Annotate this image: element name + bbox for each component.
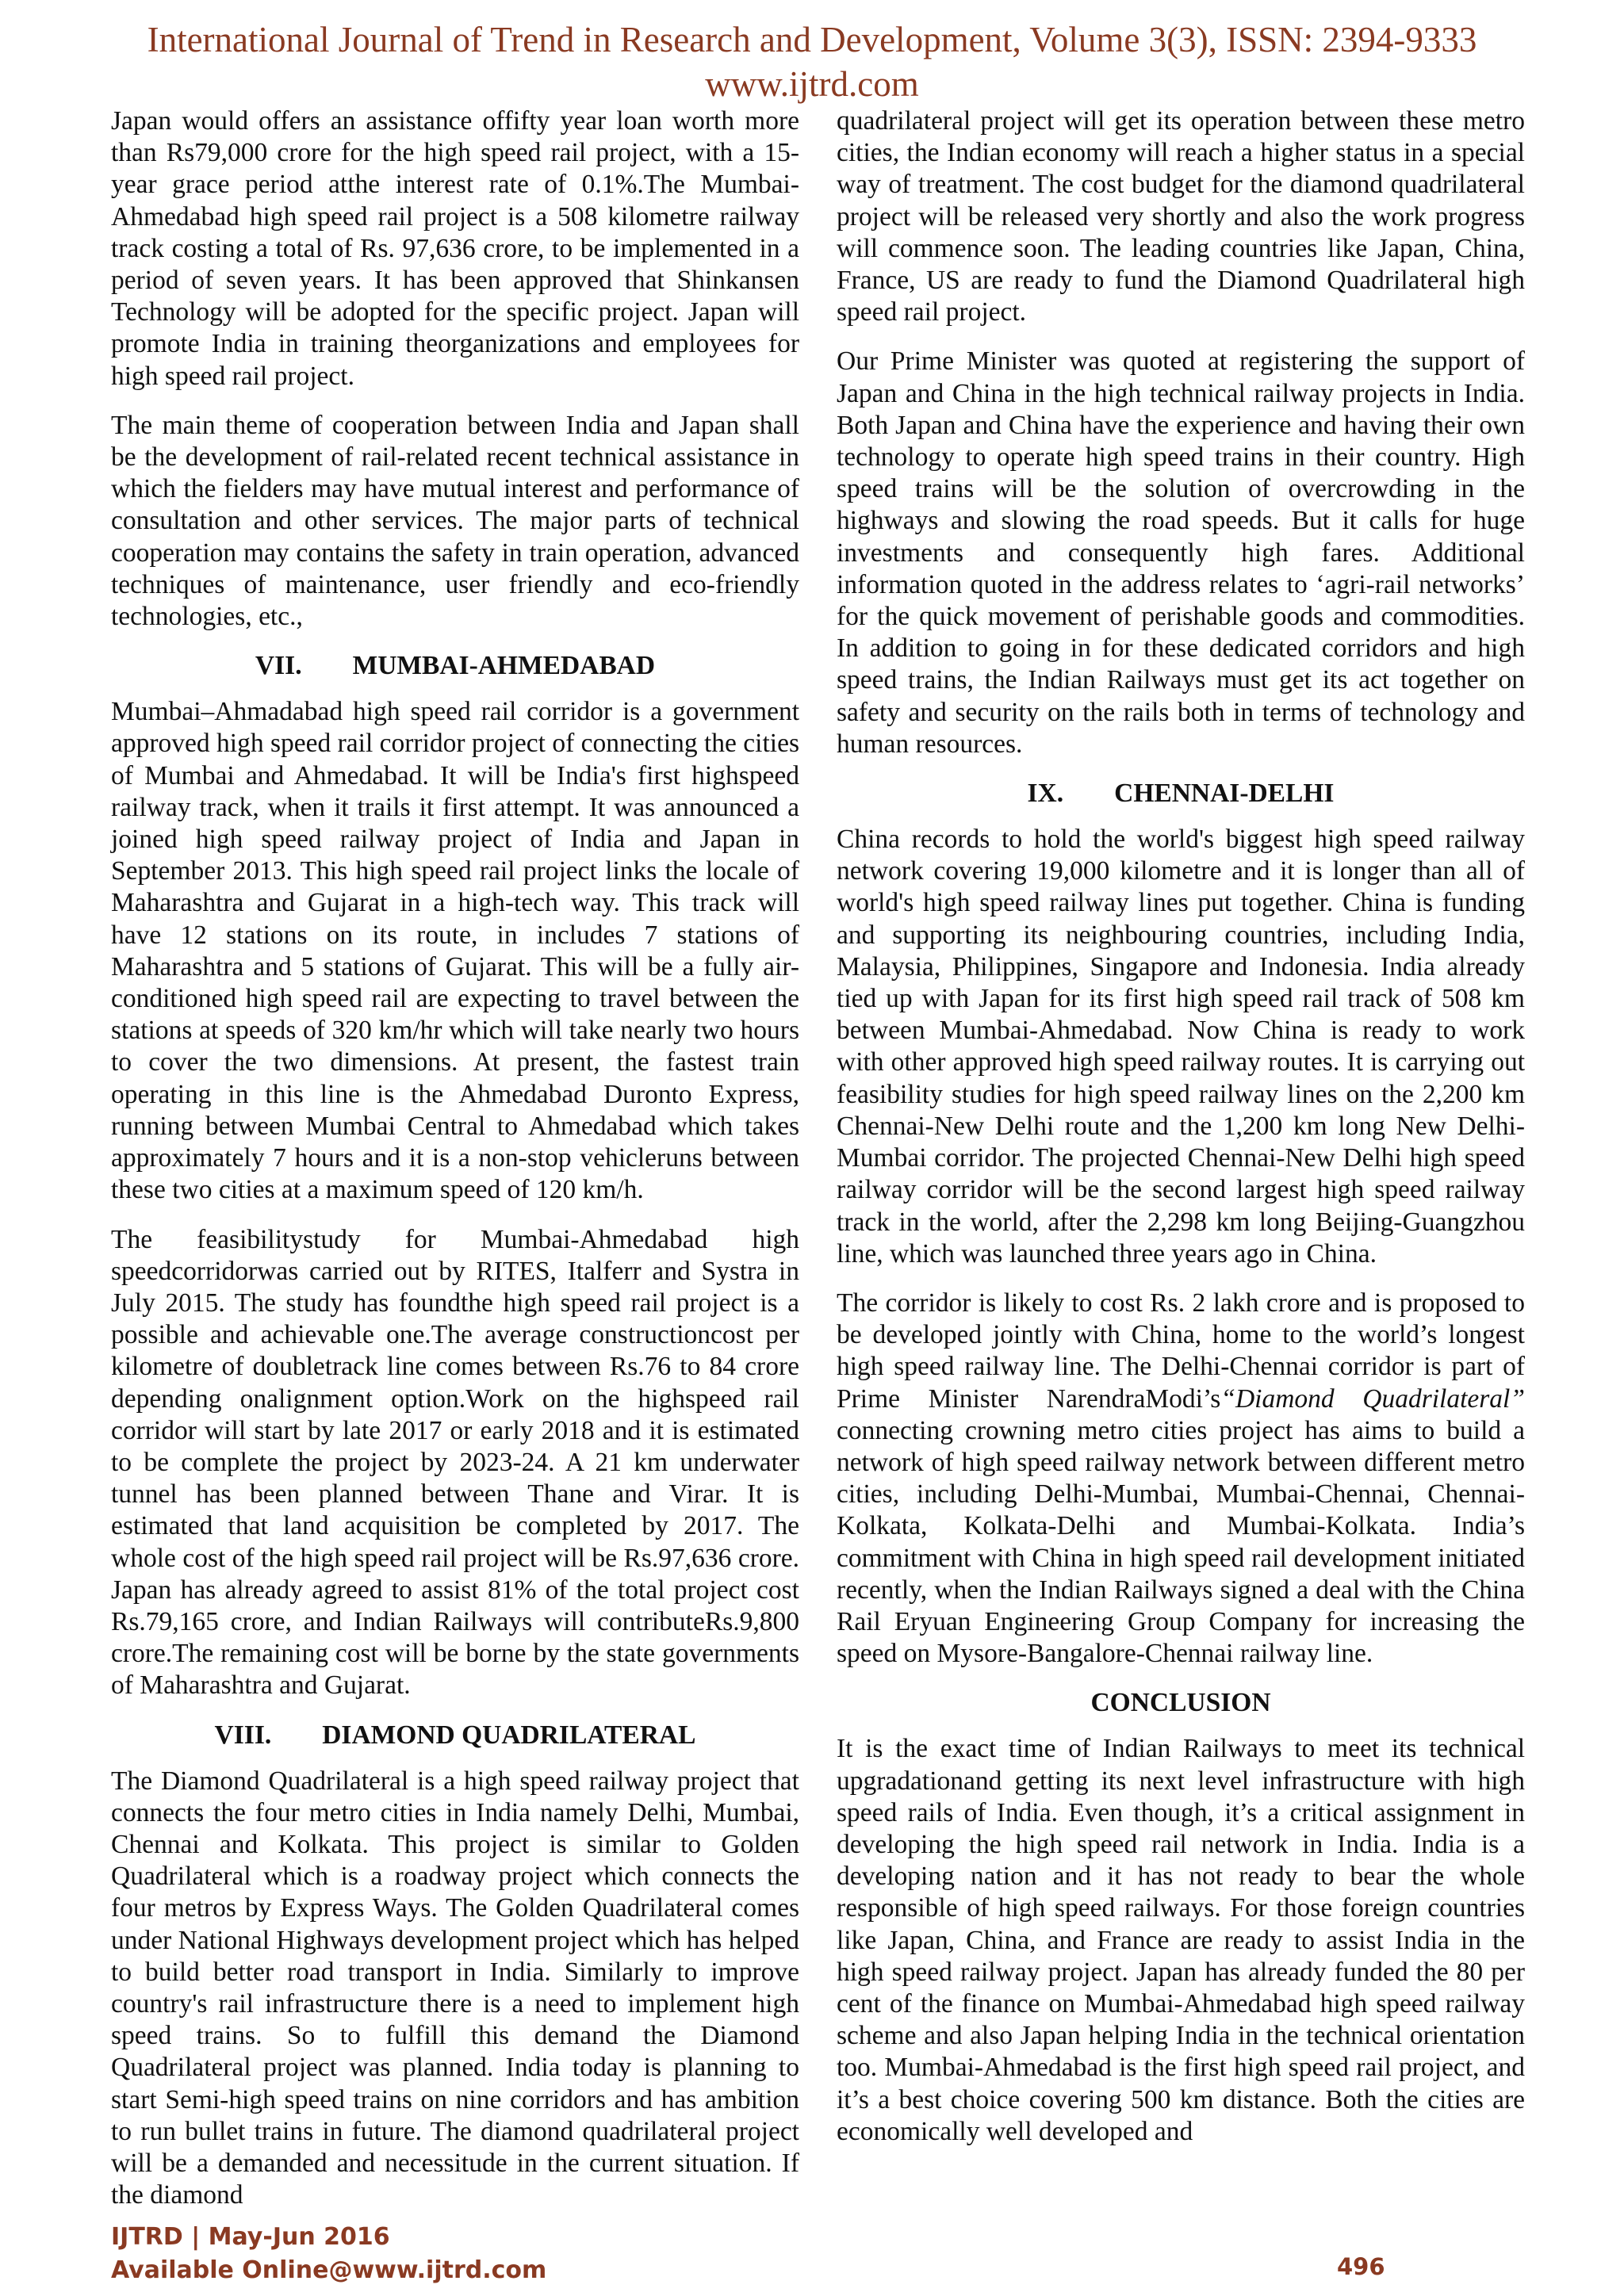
footer-online: Available Online@www.ijtrd.com	[111, 2256, 547, 2284]
paragraph: quadrilateral project will get its operation between these metro cities, the Indian economy will reach a higher status in a special way of treatment. The cost budget for the diamond quadrilateral project will be released very shortly and also the work progress will commence soon. The leading countries like Japan, China, France, US are ready to fund the Diamond Quadrilateral high speed rail project.	[837, 106, 1525, 327]
section-number: VII.	[255, 651, 302, 681]
journal-title: International Journal of Trend in Research and Development, Volume 3(3), ISSN: 2394-9333	[147, 20, 1477, 59]
italic-term: “Diamond Quadrilateral”	[1220, 1383, 1525, 1414]
paragraph-text: The corridor is likely to cost Rs. 2 lakh crore and is proposed to be developed jointly with China, home to the world’s longest high speed railway line. The Delhi-Chennai corridor is part of Prime Minister NarendraModi’s	[837, 1288, 1525, 1414]
section-number: VIII.	[214, 1720, 272, 1750]
paragraph: Mumbai–Ahmadabad high speed rail corridor is a government approved high speed rail corridor project of connecting the cities of Mumbai and Ahmedabad. It will be India's first highspeed railway track, when it trails it first attempt. It was announced a joined high speed railway project of India and Japan in September 2013. This high speed rail project links the locale of Maharashtra and Gujarat in a high-tech way. This track will have 12 stations on its route, in includes 7 stations of Maharashtra and 5 stations of Gujarat. This will be a fully air-conditioned high speed rail are expecting to travel between the stations at speeds of 320 km/hr which will take nearly two hours to cover the two dimensions. At present, the fastest train operating in this line is the Ahmedabad Duronto Express, running between Mumbai Central to Ahmedabad which takes approximately 7 hours and it is a non-stop vehicleruns between these two cities at a maximum speed of 120 km/h.	[111, 697, 799, 1205]
section-heading-chennai-delhi	[837, 778, 1525, 809]
page-footer	[111, 2221, 1396, 2287]
paragraph: Our Prime Minister was quoted at registering the support of Japan and China in the high technical railway projects in India. Both Japan and China have the experience and having their own technology to operate high speed trains in their country. High speed trains will be the solution of overcrowding in the highways and slowing the road speeds. But it calls for huge investments and consequently high fares. Additional information quoted in the address relates to ‘agri-rail networks’ for the quick movement of perishable goods and commodities. In addition to going in for these dedicated corridors and high speed trains, the Indian Railways must get its act together on safety and security on the rails both in terms of technology and human resources.	[837, 346, 1525, 759]
paragraph: The feasibilitystudy for Mumbai-Ahmedabad high speedcorridorwas carried out by RITES, Italferr and Systra in July 2015. The study has foundthe high speed rail project is a possible and achievable one.The average constructioncost per kilometre of doubletrack line comes between Rs.76 to 84 crore depending onalignment option.Work on the highspeed rail corridor will start by late 2017 or early 2018 and it is estimated to be complete the project by 2023-24. A 21 km underwater tunnel has been planned between Thane and Virar. It is estimated that land acquisition be completed by 2017. The whole cost of the high speed rail project will be Rs.97,636 crore. Japan has already agreed to assist 81% of the total project cost Rs.79,165 crore, and Indian Railways will contributeRs.9,800 crore.The remaining cost will be borne by the state governments of Maharashtra and Gujarat.	[111, 1224, 799, 1701]
left-column	[111, 105, 799, 2211]
paragraph: The Diamond Quadrilateral is a high speed railway project that connects the four metro cities in India namely Delhi, Mumbai, Chennai and Kolkata. This project is similar to Golden Quadrilateral which is a roadway project which connects the four metros by Express Ways. The Golden Quadrilateral comes under National Highways development project which has helped to build better road transport in India. Similarly to improve country's rail infrastructure there is a need to implement high speed trains. So to fulfill this demand the Diamond Quadrilateral project was planned. India today is planning to start Semi-high speed trains on nine corridors and has ambition to run bullet trains in future. The diamond quadrilateral project will be a demanded and necessitude in the current situation. If the diamond	[111, 1766, 799, 2210]
paragraph-text: connecting crowning metro cities project has aims to build a network of high speed railway network between different metro cities, including Delhi-Mumbai, Mumbai-Chennai, Chennai-Kolkata, Kolkata-Delhi and Mumbai-Kolkata. India’s commitment with China in high speed rail development initiated recently, when the Indian Railways signed a deal with the China Rail Eryuan Engineering Group Company for increasing the speed on Mysore-Bangalore-Chennai railway line.	[837, 1415, 1525, 1669]
section-heading-conclusion: CONCLUSION	[1090, 1688, 1271, 1718]
section-title: DIAMOND QUADRILATERAL	[322, 1720, 696, 1750]
paragraph: The main theme of cooperation between India and Japan shall be the development of rail-related recent technical assistance in which the fielders may have mutual interest and performance of consultation and other services. The major parts of technical cooperation may contains the safety in train operation, advanced techniques of maintenance, user friendly and eco-friendly technologies, etc.,	[111, 410, 799, 632]
paragraph	[837, 1288, 1525, 1670]
journal-website: www.ijtrd.com	[705, 64, 919, 104]
section-heading-mumbai-ahmedabad	[111, 650, 799, 682]
right-column	[837, 105, 1525, 2148]
journal-header	[0, 17, 1624, 106]
section-number: IX.	[1027, 779, 1064, 809]
section-title: MUMBAI-AHMEDABAD	[352, 651, 656, 681]
section-title: CHENNAI-DELHI	[1114, 779, 1335, 809]
paragraph: Japan would offers an assistance offifty year loan worth more than Rs79,000 crore for the high speed rail project, with a 15-year grace period atthe interest rate of 0.1%.The Mumbai-Ahmedabad high speed rail project is a 508 kilometre railway track costing a total of Rs. 97,636 crore, to be implemented in a period of seven years. It has been approved that Shinkansen Technology will be adopted for the specific project. Japan will promote India in training theorganizations and employees for high speed rail project.	[111, 106, 799, 391]
section-heading-diamond-quadrilateral	[111, 1720, 799, 1751]
footer-issue: IJTRD | May-Jun 2016	[111, 2223, 390, 2251]
page-number: 496	[1337, 2253, 1385, 2280]
paragraph: It is the exact time of Indian Railways to meet its technical upgradationand getting its next level infrastructure with high speed rails of India. Even though, it’s a critical assignment in developing the high speed rail network in India. India is a developing nation and it has not ready to bear the whole responsible of high speed railways. For those foreign countries like Japan, China, and France are ready to assist India in the high speed railway project. Japan has already funded the 80 per cent of the finance on Mumbai-Ahmedabad high speed railway scheme and also Japan helping India in the technical orientation too. Mumbai-Ahmedabad is the first high speed rail project, and it’s a best choice covering 500 km distance. Both the cities are economically well developed and	[837, 1734, 1525, 2146]
paragraph: China records to hold the world's biggest high speed railway network covering 19,000 kilometre and it is longer than all of world's high speed railway lines put together. China is funding and supporting its neighbouring countries, including India, Malaysia, Philippines, Singapore and Indonesia. India already tied up with Japan for its first high speed rail track of 508 km between Mumbai-Ahmedabad. Now China is ready to work with other approved high speed railway routes. It is carrying out feasibility studies for high speed railway lines on the 2,200 km Chennai-New Delhi route and the 1,200 km long New Delhi-Mumbai corridor. The projected Chennai-New Delhi high speed railway corridor will be the second largest high speed railway track in the world, after the 2,298 km long Beijing-Guangzhou line, which was launched three years ago in China.	[837, 825, 1525, 1269]
